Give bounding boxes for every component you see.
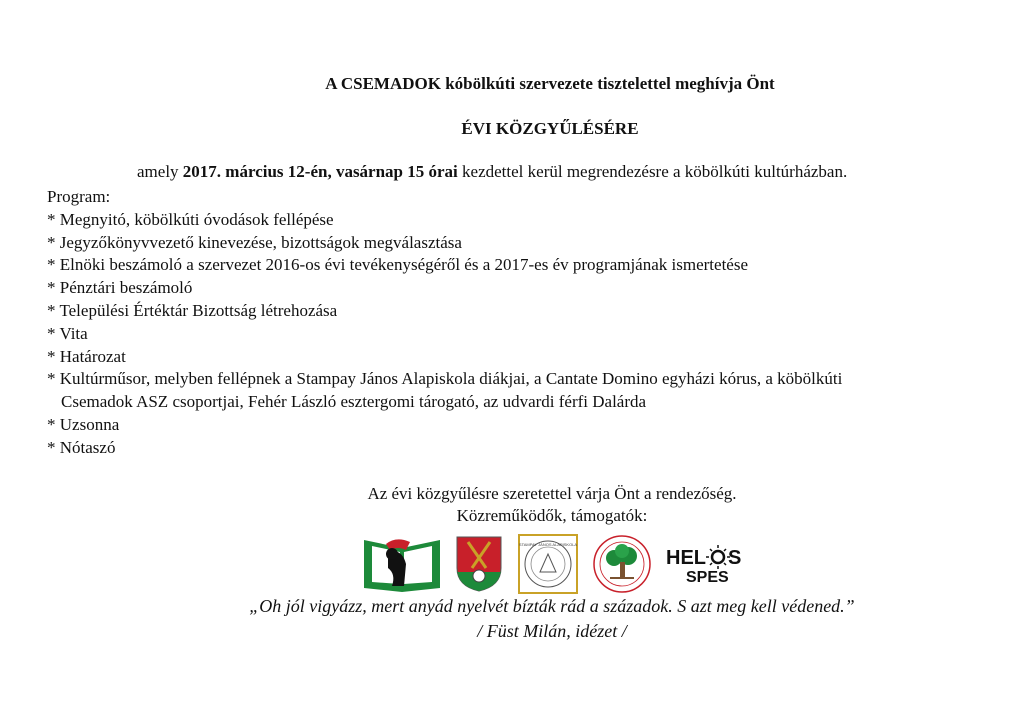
- program-list: [47, 186, 842, 460]
- coat-of-arms-logo: [454, 534, 504, 592]
- school-logo-text: STAMPAY JÁNOS ALAPISKOLA: [518, 542, 578, 547]
- quote-source: / Füst Milán, idézet /: [477, 621, 627, 641]
- program-item: * Kultúrműsor, melyben fellépnek a Stampay János Alapiskola diákjai, a Cantate Domino egyházi kórus, a köbölkúti: [47, 369, 843, 389]
- intro-sentence: [137, 162, 847, 182]
- helios-spes-logo: [664, 534, 744, 590]
- invitation-heading: A CSEMADOK kóbölkúti szervezete tisztelettel meghívja Önt: [325, 74, 775, 93]
- program-item: * Megnyitó, köbölkúti óvodások fellépése: [47, 209, 334, 229]
- program-item: * Határozat: [47, 346, 126, 366]
- supporters-label: Közreműködők, támogatók:: [456, 506, 648, 525]
- csemadok-logo: [362, 534, 442, 592]
- quote-text: „Oh jól vigyázz, mert anyád nyelvét bízták rád a századok. S azt meg kell védened.”: [249, 596, 855, 616]
- school-logo: [518, 534, 578, 594]
- intro-after: kezdettel kerül megrendezésre a köbölkúti kultúrházban.: [457, 162, 848, 181]
- program-label: Program:: [47, 187, 111, 206]
- program-item: * Uzsonna: [47, 414, 120, 434]
- intro-before: amely: [137, 162, 183, 181]
- tree-logo: [590, 534, 654, 594]
- program-item: * Vita: [47, 323, 88, 343]
- closing-sentence: Az évi közgyűlésre szeretettel várja Önt a rendezőség.: [367, 484, 737, 503]
- intro-date-time: 2017. március 12-én, vasárnap 15 órai: [182, 162, 458, 181]
- program-item: * Nótaszó: [47, 437, 116, 457]
- helios-text-3: SPES: [686, 569, 729, 586]
- program-item: * Települési Értéktár Bizottság létrehozása: [47, 300, 338, 320]
- helios-text-2: S: [728, 547, 742, 569]
- program-item: * Jegyzőkönyvvezető kinevezése, bizottságok megválasztása: [47, 232, 462, 252]
- program-item: * Elnöki beszámoló a szervezet 2016-os évi tevékenységéről és a 2017-es év programjának ismertetése: [47, 255, 748, 275]
- event-title: ÉVI KÖZGYŰLÉSÉRE: [461, 119, 639, 138]
- program-item: * Pénztári beszámoló: [47, 278, 193, 298]
- program-item-continuation: Csemadok ASZ csoportjai, Fehér László esztergomi tárogató, az udvardi férfi Dalárda: [61, 392, 647, 412]
- helios-text-1: HEL: [666, 547, 706, 569]
